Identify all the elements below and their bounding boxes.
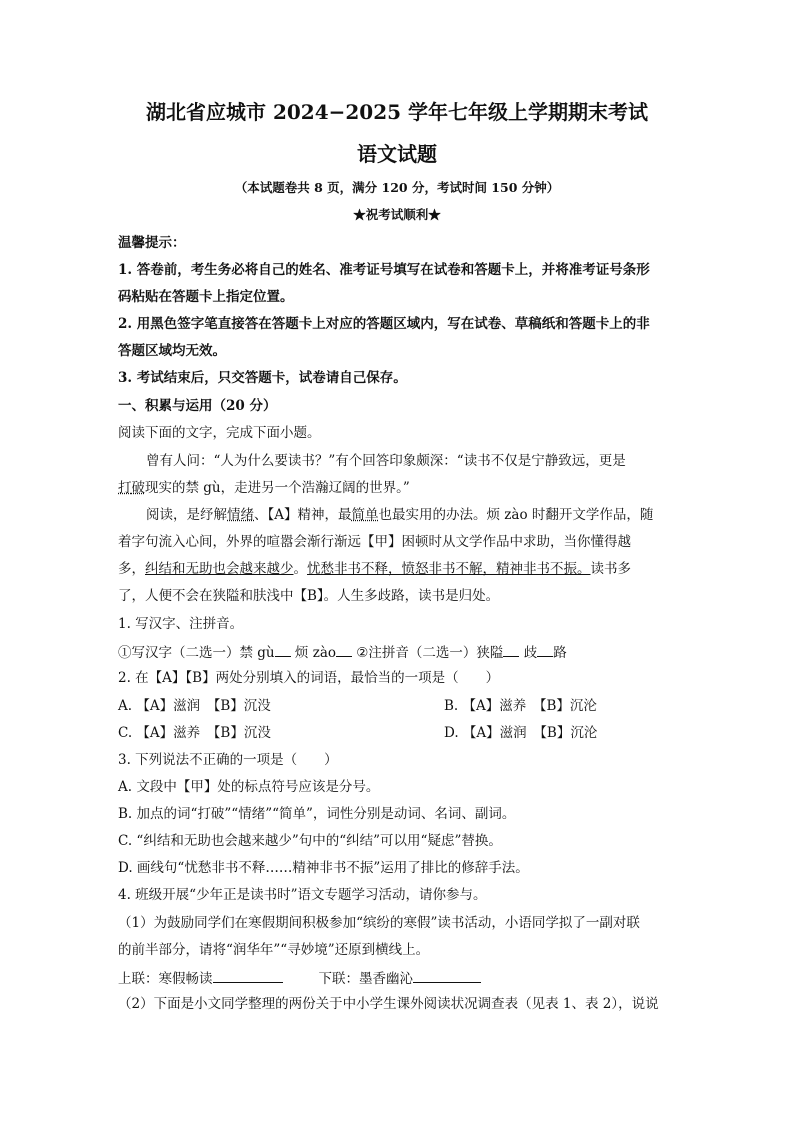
- couplet-upper: 上联：寒假畅读: [118, 971, 213, 987]
- q2-option-c: C. 【A】滋养 【B】沉没: [118, 725, 271, 741]
- q2-option-a: A. 【A】滋润 【B】沉没: [118, 698, 271, 714]
- tip-1-line-1: 1. 答卷前，考生务必将自己的姓名、准考证号填写在试卷和答题卡上，并将准考证号条形: [118, 262, 650, 278]
- q3-option-b: B. 加点的词“打破”“情绪”“简单”，词性分别是动词、名词、副词。: [118, 806, 516, 822]
- underlined-sentence-parallelism: 忧愁非书不释，愤怒非书不解，精神非书不振。: [307, 561, 591, 577]
- couplet-lower: 下联：墨香幽沁: [318, 971, 413, 987]
- passage-text: 、【A】精神，最: [254, 507, 352, 523]
- q4-sub1-line-2: 的前半部分，请将“润华年”“寻妙境”还原到横线上。: [118, 942, 430, 958]
- tip-3: 3. 考试结束后，只交答题卡，试卷请自己保存。: [118, 370, 407, 386]
- q1-part: 歧: [519, 645, 538, 661]
- q2-stem: 2. 在【A】【B】两处分别填入的词语，最恰当的一项是（ ）: [118, 670, 500, 686]
- answer-blank[interactable]: [336, 642, 352, 657]
- q3-stem: 3. 下列说法不正确的一项是（ ）: [118, 752, 338, 768]
- dotted-word-da: 打: [118, 480, 132, 496]
- q2-option-d: D. 【A】滋润 【B】沉沦: [444, 725, 598, 741]
- q3-option-c: C. “纠结和无助也会越来越少”句中的“纠结”可以用“疑虑”替换。: [118, 833, 502, 849]
- exam-subtitle: 语文试题: [357, 142, 437, 166]
- tips-heading: 温馨提示：: [118, 235, 186, 251]
- exam-wish: ★祝考试顺利★: [353, 207, 441, 222]
- passage-p1-line-2: [118, 479, 410, 497]
- q4-stem: 4. 班级开展“少年正是读书时”语文专题学习活动，请你参与。: [118, 887, 487, 903]
- q1-part: 路: [553, 645, 567, 661]
- passage-p2-line-3: [118, 560, 631, 578]
- section-1-heading: 一、积累与运用（20 分）: [118, 398, 277, 414]
- q4-sub1-line-1: （1）为鼓励同学们在寒假期间积极参加“缤纷的寒假”读书活动，小语同学拟了一副对联: [118, 915, 640, 931]
- section-1-instruction: 阅读下面的文字，完成下面小题。: [118, 425, 321, 441]
- couplet-upper-blank[interactable]: [213, 968, 283, 983]
- passage-text: 也最实用的办法。烦 zào 时翻开文学作品，随: [378, 507, 654, 523]
- q1-part: 烦 zào: [290, 645, 337, 661]
- couplet-line: [118, 968, 481, 988]
- q3-option-d: D. 画线句“忧愁非书不释……精神非书不振”运用了排比的修辞手法。: [118, 860, 529, 876]
- answer-blank[interactable]: [537, 642, 553, 657]
- q3-option-a: A. 文段中【甲】处的标点符号应该是分号。: [118, 779, 380, 795]
- dotted-word-jiandan: 简单: [351, 507, 379, 523]
- dotted-word-qingxu: 情绪: [227, 507, 254, 523]
- q1-part: ①写汉字（二选一）禁 gù: [118, 645, 275, 661]
- answer-blank[interactable]: [503, 642, 519, 657]
- passage-text: 阅读，是纾解: [146, 507, 227, 523]
- passage-p1-line-1: 曾有人问：“人为什么要读书？”有个回答印象颇深：“读书不仅是宁静致远，更是: [146, 453, 626, 469]
- q1-options: [118, 642, 567, 662]
- exam-title: 湖北省应城市 2024−2025 学年七年级上学期期末考试: [145, 100, 648, 124]
- tip-2-line-1: 2. 用黑色签字笔直接答在答题卡上对应的答题区域内，写在试卷、草稿纸和答题卡上的非: [118, 316, 650, 332]
- tip-2-line-2: 答题区域均无效。: [118, 343, 226, 359]
- passage-text: 多，: [118, 561, 145, 577]
- passage-text: 。: [293, 561, 307, 577]
- passage-text: 现实的禁 gù，走进另一个浩瀚辽阔的世界。”: [145, 480, 410, 496]
- tip-1-line-2: 码粘贴在答题卡上指定位置。: [118, 289, 294, 305]
- underlined-phrase-jiujie: 纠结和无助也会越来越少: [145, 561, 294, 577]
- passage-p2-line-2: 着字句流入心间，外界的喧嚣会渐行渐远【甲】困顿时从文学作品中求助，当你懂得越: [118, 534, 631, 550]
- dotted-word-po: 破: [131, 480, 145, 496]
- exam-note: （本试题卷共 8 页，满分 120 分，考试时间 150 分钟）: [234, 180, 560, 195]
- q2-option-b: B. 【A】滋养 【B】沉沦: [444, 698, 597, 714]
- passage-p2-line-4: 了，人便不会在狭隘和肤浅中【B】。人生多歧路，读书是归处。: [118, 588, 500, 604]
- passage-text: 读书多: [590, 561, 631, 577]
- q1-stem: 1. 写汉字、注拼音。: [118, 616, 244, 632]
- q4-sub2-line-1: （2）下面是小文同学整理的两份关于中小学生课外阅读状况调查表（见表 1、表 2），说说: [118, 996, 659, 1012]
- q1-part: ②注拼音（二选一）狭隘: [352, 645, 504, 661]
- answer-blank[interactable]: [275, 642, 291, 657]
- couplet-lower-blank[interactable]: [413, 968, 481, 983]
- passage-p2-line-1: [146, 506, 653, 524]
